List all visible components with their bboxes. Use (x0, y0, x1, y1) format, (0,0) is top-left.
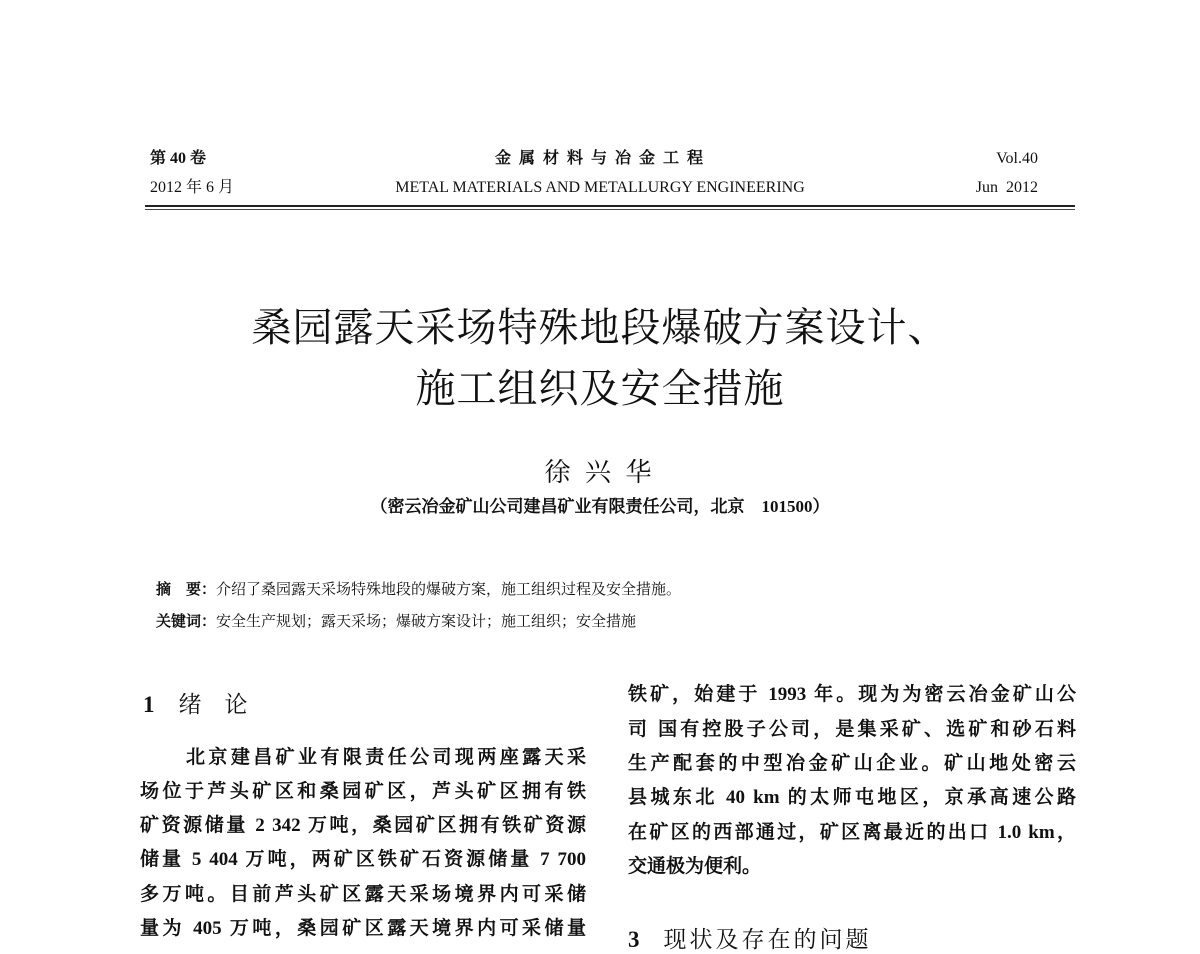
header-rule (145, 205, 1075, 207)
journal-title-en: METAL MATERIALS AND METALLURGY ENGINEERING (395, 179, 805, 196)
paragraph-line: 多万吨。目前芦头矿区露天采场境界内可采储 (140, 884, 586, 905)
keywords-label: 关键词： (156, 614, 217, 630)
paragraph-line: 矿资源储量 2 342 万吨，桑园矿区拥有铁矿资源 (140, 815, 586, 836)
volume-label: 第 40 卷 (150, 150, 207, 167)
keywords (156, 610, 636, 631)
paragraph-line: 量为 405 万吨，桑园矿区露天境界内可采储量 (140, 918, 586, 939)
abstract-text: 介绍了桑园露天采场特殊地段的爆破方案，施工组织过程及安全措施。 (216, 582, 682, 598)
abstract-label: 摘 要： (156, 582, 217, 598)
paragraph-line: 铁矿，始建于 1993 年。现为为密云冶金矿山公 (628, 684, 1076, 705)
section-title: 绪 论 (178, 692, 248, 717)
paragraph-line: 在矿区的西部通过，矿区离最近的出口 1.0 km， (628, 822, 1076, 843)
section-heading-1 (143, 686, 248, 719)
volume-en: Vol.40 (996, 150, 1038, 167)
paragraph-line: 生产配套的中型冶金矿山企业。矿山地处密云 (628, 753, 1076, 774)
keywords-text: 安全生产规划；露天采场；爆破方案设计；施工组织；安全措施 (216, 614, 637, 630)
paragraph-line: 北京建昌矿业有限责任公司现两座露天采 (186, 747, 586, 768)
affiliation: （密云冶金矿山公司建昌矿业有限责任公司，北京 101500） (370, 497, 830, 516)
article-title-line2: 施工组织及安全措施 (415, 366, 785, 412)
section-number: 1 (143, 692, 155, 717)
article-title-line1: 桑园露天采场特殊地段爆破方案设计、 (251, 305, 949, 351)
paragraph-line: 县城东北 40 km 的太师屯地区，京承高速公路 (628, 787, 1076, 808)
section-number: 3 (628, 927, 640, 952)
header-rule-thin (145, 209, 1075, 210)
issue-date-cn: 2012 年 6 月 (150, 179, 235, 196)
paragraph-line: 储量 5 404 万吨，两矿区铁矿石资源储量 7 700 (140, 849, 586, 870)
issue-date-en: Jun 2012 (975, 179, 1038, 196)
section-heading-3 (628, 921, 872, 954)
paragraph-line: 交通极为便利。 (628, 856, 762, 877)
paragraph-line: 场位于芦头矿区和桑园矿区，芦头矿区拥有铁 (140, 781, 586, 802)
paragraph-line: 司 国有控股子公司，是集采矿、选矿和砂石料 (628, 719, 1076, 740)
author: 徐 兴 华 (544, 458, 656, 487)
abstract (156, 578, 681, 599)
journal-title-cn: 金 属 材 料 与 冶 金 工 程 (494, 150, 705, 167)
section-title: 现状及存在的问题 (663, 927, 872, 952)
